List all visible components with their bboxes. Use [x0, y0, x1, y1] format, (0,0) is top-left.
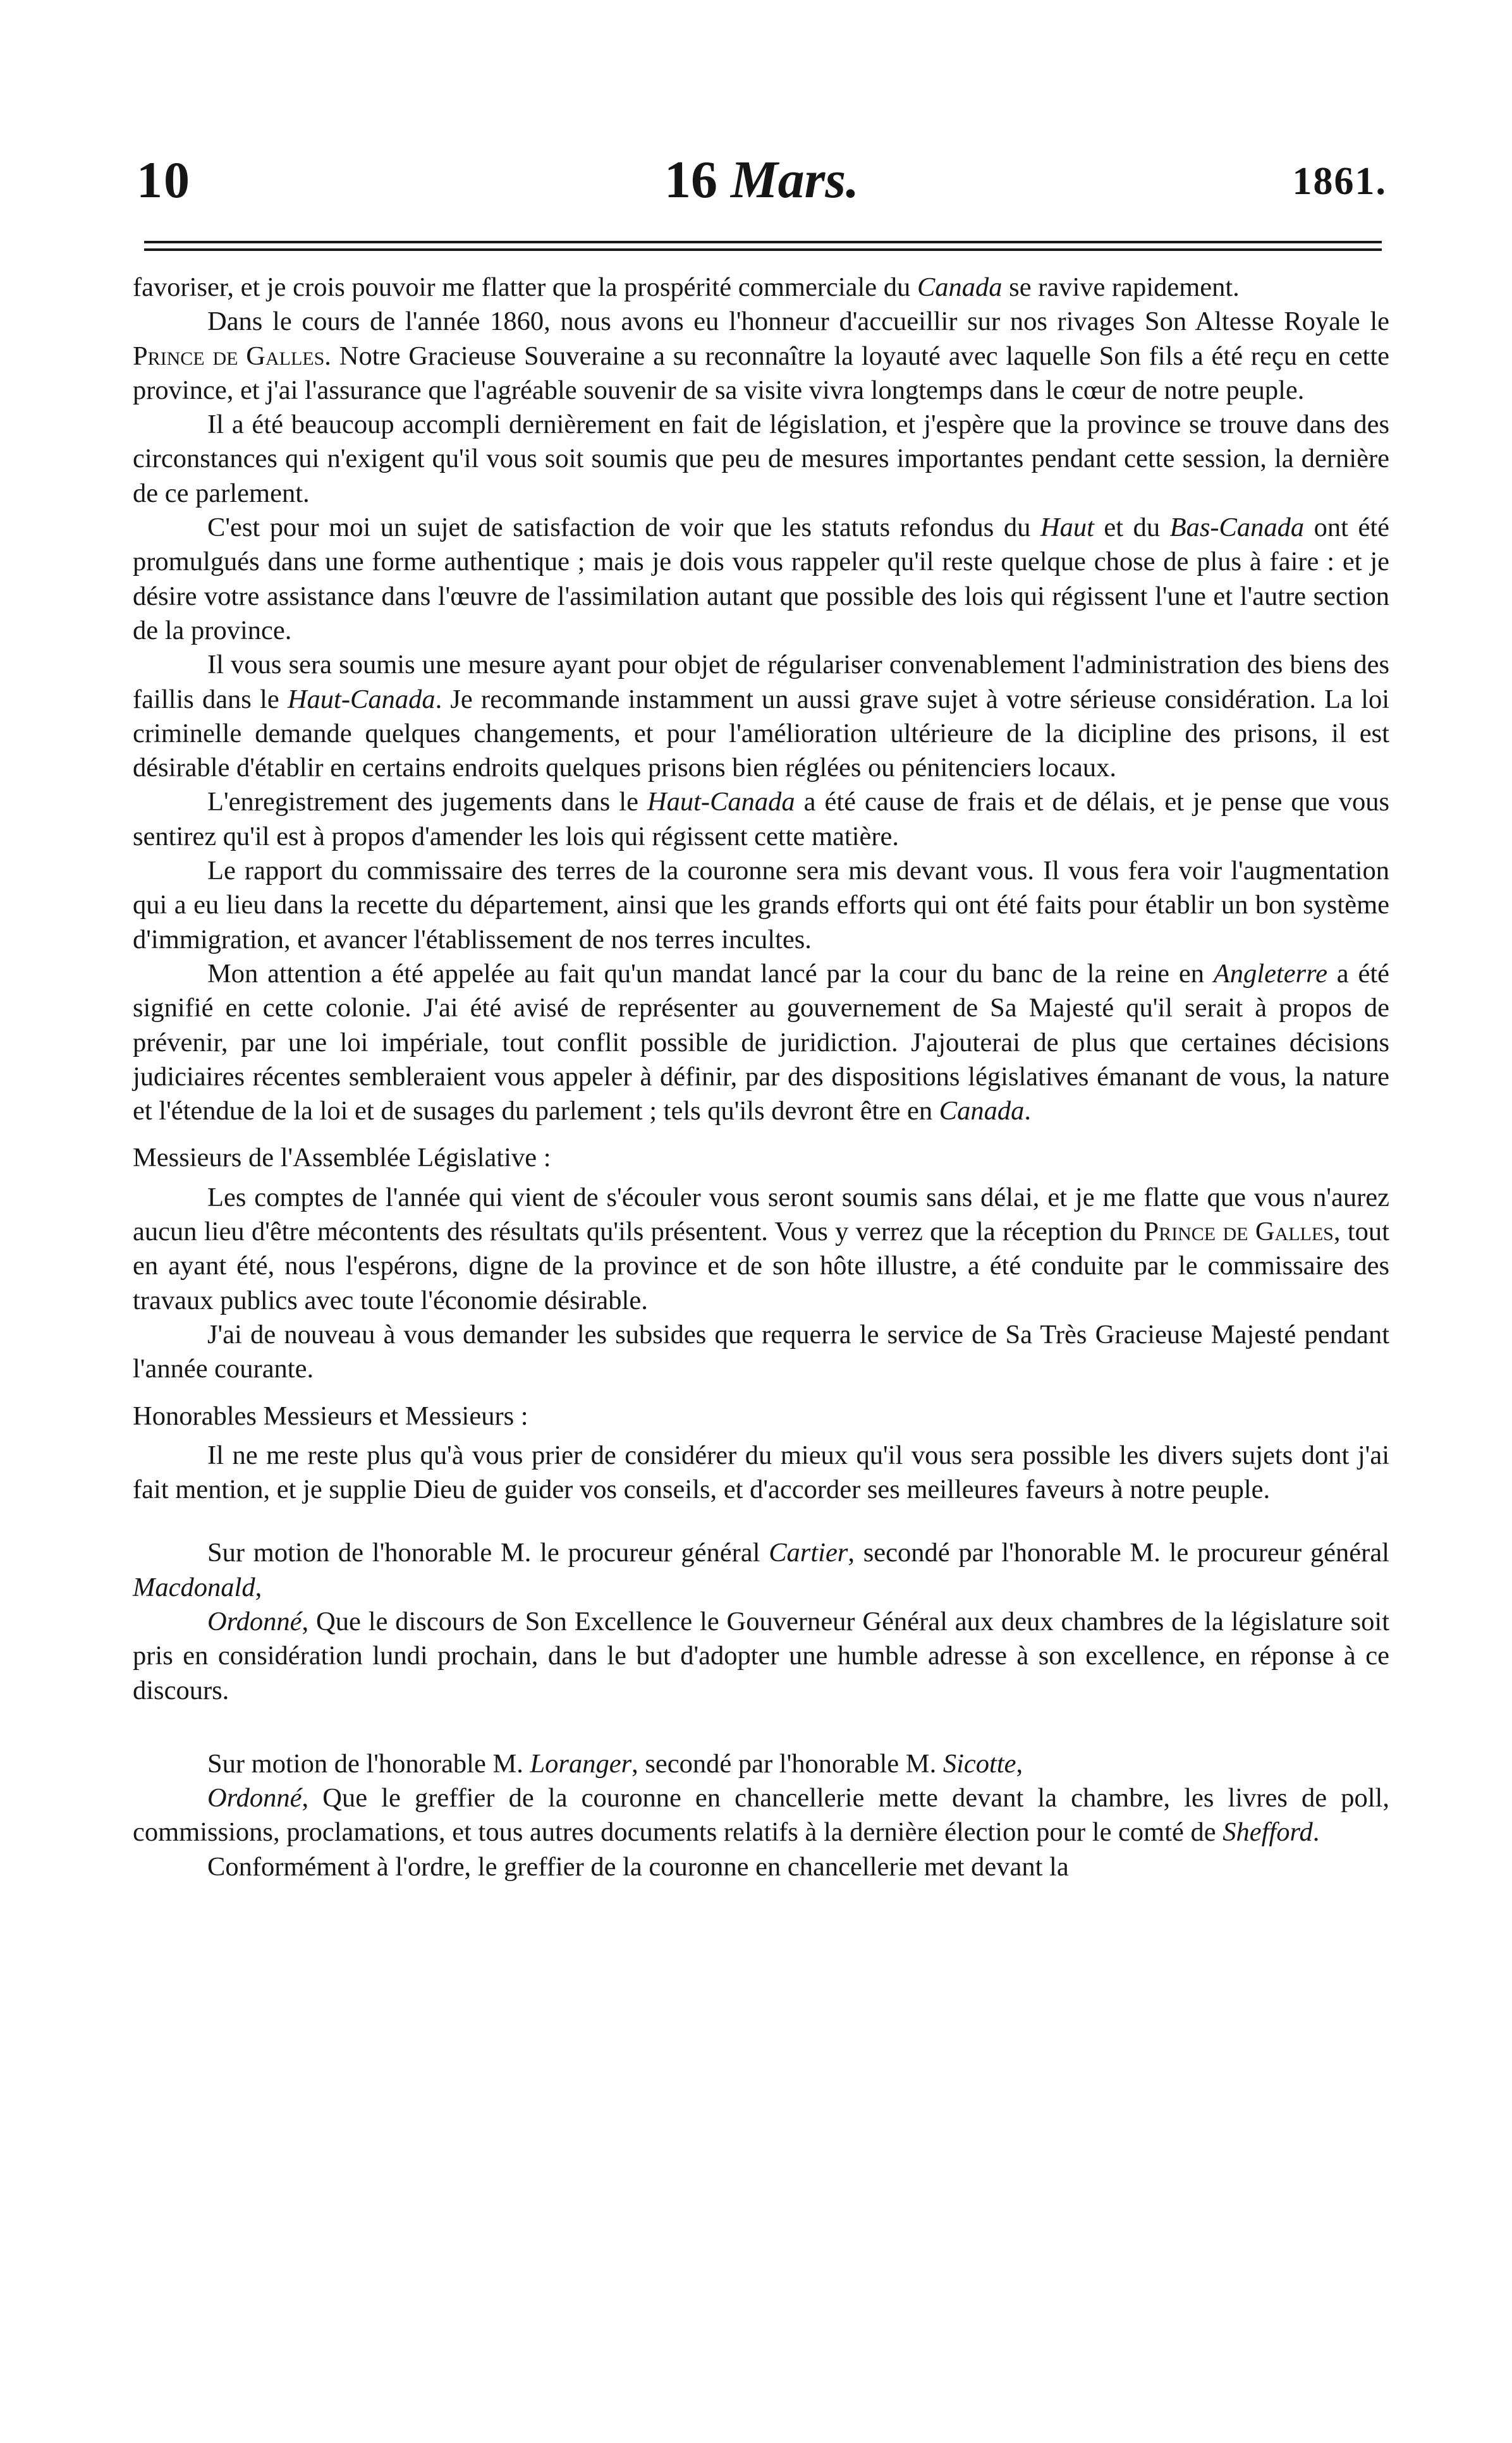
paragraph: Dans le cours de l'année 1860, nous avons eu l'honneur d'accueillir sur nos rivages Son Altesse Royale le Prince de Galles. Notre Gracieuse Souveraine a su reconnaître la loyauté avec laquelle Son fils a été reçu en cette province, et j'ai l'assurance que l'agréable souvenir de sa visite vivra longtemps dans le cœur de notre peuple. — [133, 307, 1389, 405]
header-date-month: Mars. — [730, 150, 860, 209]
page-number: 10 — [137, 151, 191, 209]
page-header — [137, 131, 1387, 207]
document-body — [133, 271, 1389, 1884]
header-double-rule — [144, 241, 1382, 251]
paragraph: favoriser, et je crois pouvoir me flatter que la prospérité commerciale du Canada se ravive rapidement. — [133, 272, 1240, 302]
paragraph: Conformément à l'ordre, le greffier de la couronne en chancellerie met devant la — [207, 1851, 1069, 1882]
paragraph: Le rapport du commissaire des terres de la couronne sera mis devant vous. Il vous fera voir l'augmentation qui a eu lieu dans la recette du département, ainsi que les grands efforts qui ont été faits pour établir un bon système d'immigration, et avancer l'établissement de nos terres incultes. — [133, 856, 1389, 954]
header-date — [137, 149, 1387, 210]
paragraph: C'est pour moi un sujet de satisfaction de voir que les statuts refondus du Haut et du Bas-Canada ont été promulgués dans une forme authentique ; mais je dois vous rappeler qu'il reste quelque chose de plus à faire : et je désire votre assistance dans l'œuvre de l'assimilation autant que possible des lois qui régissent l'une et l'autre section de la province. — [133, 513, 1390, 645]
motion-paragraph: Sur motion de l'honorable M. le procureur général Cartier, secondé par l'honorable M. le procureur général Macdonald, — [133, 1538, 1389, 1602]
section-heading-assemblee: Messieurs de l'Assemblée Législative : — [133, 1143, 551, 1173]
order-paragraph: Ordonné, Que le discours de Son Excellence le Gouverneur Général aux deux chambres de la législature soit pris en considération lundi prochain, dans le but d'adopter une humble adresse à son excellence, en réponse à ce discours. — [133, 1606, 1389, 1705]
paragraph: Mon attention a été appelée au fait qu'un mandat lancé par la cour du banc de la reine en Angleterre a été signifié en cette colonie. J'ai été avisé de représenter au gouvernement de Sa Majesté qu'il serait à propos de prévenir, par une loi impériale, tout conflit possible de juridiction. J'ajouterai de plus que certaines décisions judiciaires récentes sembleraient vous appeler à définir, par des dispositions législatives émanant de vous, la nature et l'étendue de la loi et de susages du parlement ; tels qu'ils devront être en Canada. — [133, 958, 1389, 1126]
section-heading-honorables: Honorables Messieurs et Messieurs : — [133, 1401, 528, 1431]
paragraph: Les comptes de l'année qui vient de s'écouler vous seront soumis sans délai, et je me flatte que vous n'aurez aucun lieu d'être mécontents des résultats qu'ils présentent. Vous y verrez que la réception du Prince de Galles, tout en ayant été, nous l'espérons, digne de la province et de son hôte illustre, a été conduite par le commissaire des travaux publics avec toute l'économie désirable. — [133, 1182, 1389, 1315]
paragraph: Il ne me reste plus qu'à vous prier de considérer du mieux qu'il vous sera possible les divers sujets dont j'ai fait mention, et je supplie Dieu de guider vos conseils, et d'accorder ses meilleures faveurs à notre peuple. — [133, 1440, 1389, 1505]
header-date-day: 16 — [664, 150, 717, 209]
order-paragraph: Ordonné, Que le greffier de la couronne en chancellerie mette devant la chambre, les livres de poll, commissions, proclamations, et tous autres documents relatifs à la dernière élection pour le comté de Shefford. — [133, 1783, 1389, 1848]
header-year: 1861. — [1292, 160, 1387, 203]
paragraph: Il a été beaucoup accompli dernièrement en fait de législation, et j'espère que la province se trouve dans des circonstances qui n'exigent qu'il vous soit soumis que peu de mesures importantes pendant cette session, la dernière de ce parlement. — [133, 410, 1389, 508]
motion-paragraph: Sur motion de l'honorable M. Loranger, secondé par l'honorable M. Sicotte, — [207, 1748, 1023, 1779]
paragraph: L'enregistrement des jugements dans le Haut-Canada a été cause de frais et de délais, et je pense que vous sentirez qu'il est à propos d'amender les lois qui régissent cette matière. — [133, 787, 1389, 851]
paragraph: Il vous sera soumis une mesure ayant pour objet de régulariser convenablement l'administration des biens des faillis dans le Haut-Canada. Je recommande instamment un aussi grave sujet à votre sérieuse considération. La loi criminelle demande quelques changements, et pour l'amélioration ultérieure de la dicipline des prisons, il est désirable d'établir en certains endroits quelques prisons bien réglées ou pénitenciers locaux. — [133, 650, 1389, 783]
paragraph: J'ai de nouveau à vous demander les subsides que requerra le service de Sa Très Gracieuse Majesté pendant l'année courante. — [133, 1319, 1389, 1384]
